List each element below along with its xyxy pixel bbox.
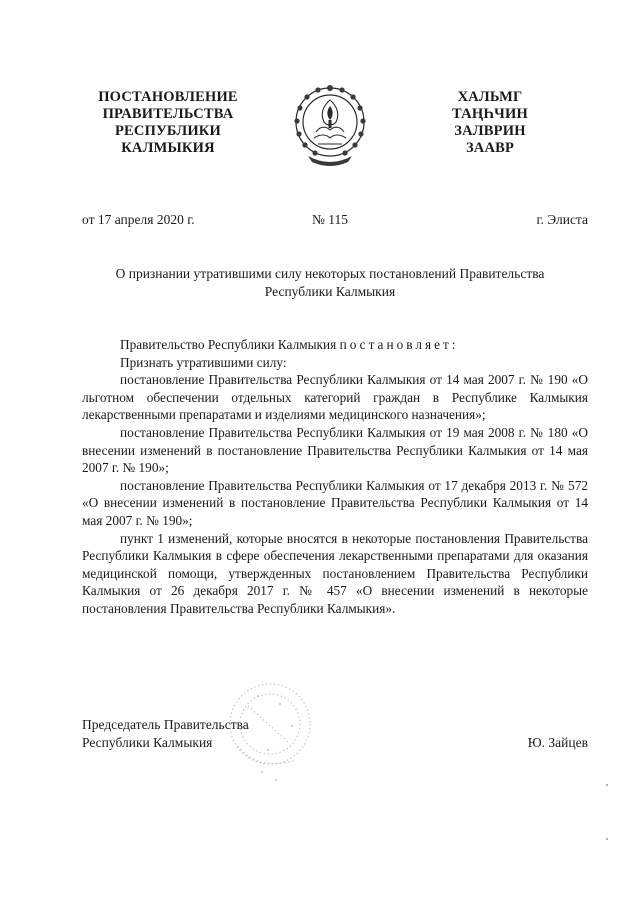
header-right-line-4: ЗААВР xyxy=(465,140,515,156)
document-dateline xyxy=(82,212,588,230)
body-intro-verb: постановляет: xyxy=(339,337,459,352)
signature-block xyxy=(82,716,588,752)
header-right-line-1: ХАЛЬМГ xyxy=(457,89,523,105)
header-left-line-3: РЕСПУБЛИКИ xyxy=(114,123,222,139)
signature-position-line-2: Республики Калмыкия xyxy=(82,735,213,750)
document-date: от 17 апреля 2020 г. xyxy=(82,212,195,227)
document-city: г. Элиста xyxy=(536,212,588,227)
body-item-1: постановление Правительства Республики Калмыкия от 14 мая 2007 г. № 190 «О льготном обеспечении отдельных категорий граждан в Республике Калмыкия лекарственными препаратами и изделиями медицинского назначения»; xyxy=(82,372,588,423)
body-item-2: постановление Правительства Республики Калмыкия от 19 мая 2008 г. № 180 «О внесении изменений в постановление Правительства Республики Калмыкия от 14 мая 2007 г. № 190»; xyxy=(82,424,588,476)
document-number: № 115 xyxy=(312,212,349,227)
body-lead: Признать утратившими силу: xyxy=(120,354,287,370)
document-body xyxy=(82,336,588,618)
header-right-kalmyk xyxy=(420,89,560,157)
body-intro-subject: Правительство Республики Калмыкия xyxy=(120,337,337,352)
body-item-3: постановление Правительства Республики Калмыкия от 17 декабря 2013 г. № 572 «О внесении изменений в постановление Правительства Республики Калмыкия от 14 мая 2007 г. № 190»; xyxy=(82,477,588,528)
scan-speck xyxy=(606,784,608,786)
header-left-line-1: ПОСТАНОВЛЕНИЕ xyxy=(98,89,238,105)
body-item-4: пункт 1 изменений, которые вносятся в некоторые постановления Правительства Республики Калмыкия в сфере обеспечения лекарственными препаратами для оказания медицинской помощи, утвержденных постановлением Правительства Республики Калмыкия от 26 декабря 2017 г. № 457 «О внесении изменений в некоторые постановления Правительства Республики Калмыкия». xyxy=(82,530,588,616)
coat-of-arms-emblem-icon xyxy=(290,76,370,170)
header-left-line-4: КАЛМЫКИЯ xyxy=(121,140,215,156)
document-title: О признании утратившими силу некоторых постановлений Правительства Республики Калмыкия xyxy=(115,266,545,299)
signature-name: Ю. Зайцев xyxy=(527,735,588,750)
header-left-russian xyxy=(78,89,258,157)
header-right-line-3: ЗАЛВРИН xyxy=(454,123,526,139)
scan-speck xyxy=(606,838,608,840)
header-left-line-2: ПРАВИТЕЛЬСТВА xyxy=(102,106,234,122)
signature-position-line-1: Председатель Правительства xyxy=(82,717,249,732)
body-intro xyxy=(82,336,588,354)
header-right-line-2: ТАҢҺЧИН xyxy=(452,106,528,122)
